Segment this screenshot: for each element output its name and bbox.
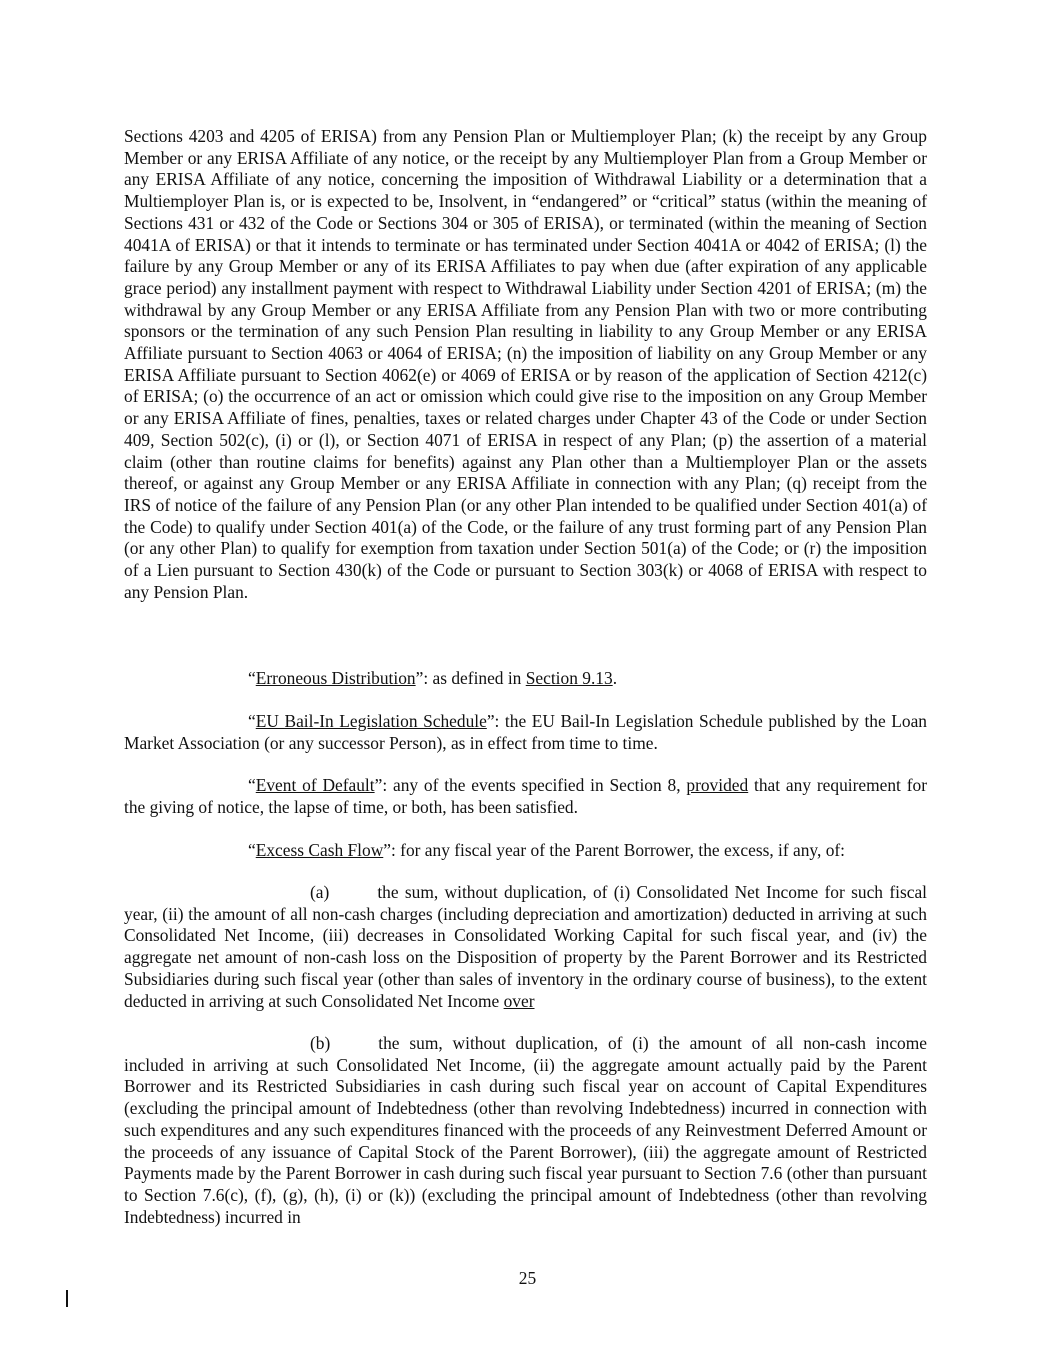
page-number: 25 — [518, 1268, 537, 1288]
clause-text: the sum, without duplication, of (i) Consolidated Net Income for such fiscal year, (ii) the amount of all non-cash charges (including depreciation and amortization) deducted in arriving at such Consolidated Net Income, (iii) decreases in Consolidated Working Capital for such fiscal year, and (iv) the aggregate net amount of non-cash loss on the Disposition of property by the Parent Borrower and its Restricted Subsidiaries during such fiscal year (other than sales of inventory in the ordinary course of business), to the extent deducted in arriving at such Consolidated Net Income — [124, 882, 927, 1011]
proviso-word: provided — [686, 775, 749, 795]
open-quote: “ — [248, 668, 256, 688]
definition-end: . — [612, 668, 618, 688]
open-quote: “ — [248, 711, 256, 731]
clause-b — [124, 1033, 927, 1228]
definition-text: ”: for any fiscal year of the Parent Borrower, the excess, if any, of: — [383, 840, 846, 860]
definition-text: ”: as defined in — [415, 668, 526, 688]
clause-trailing-word: over — [503, 990, 535, 1011]
defined-term: EU Bail-In Legislation Schedule — [255, 711, 487, 731]
revision-margin-bar — [66, 1290, 68, 1307]
definition-text-continued: that any requirement for the giving of notice, the lapse of time, or both, has been satisfied. — [124, 775, 927, 817]
definition-eu-bail-in-legislation-schedule — [124, 711, 927, 754]
clause-a — [124, 882, 927, 1012]
definition-excess-cash-flow — [124, 840, 927, 862]
definition-event-of-default — [124, 775, 927, 818]
definition-text: ”: any of the events specified in Section 8, — [374, 775, 687, 795]
definition-text: ”: the EU Bail-In Legislation Schedule published by the Loan Market Association (or any successor Person), as in effect from time to time. — [124, 711, 927, 753]
clause-label: (a) — [310, 882, 330, 902]
open-quote: “ — [248, 775, 256, 795]
clause-label: (b) — [310, 1033, 331, 1053]
defined-term: Event of Default — [255, 775, 375, 795]
section-reference: Section 9.13 — [525, 668, 613, 688]
open-quote: “ — [248, 840, 256, 860]
definition-erroneous-distribution — [124, 668, 927, 690]
clause-text: the sum, without duplication, of (i) the amount of all non-cash income included in arriving at such Consolidated Net Income, (ii) the aggregate amount actually paid by the Parent Borrower and its Restricted Subsidiaries in cash during such fiscal year on account of Capital Expenditures (excluding the principal amount of Indebtedness (other than revolving Indebtedness) incurred in connection with such expenditures and any such expenditures financed with the proceeds of any Reinvestment Deferred Amount or the proceeds of any issuance of Capital Stock of the Parent Borrower), (iii) the aggregate amount of Restricted Payments made by the Parent Borrower in cash during such fiscal year pursuant to Section 7.6 (other than pursuant to Section 7.6(c), (f), (g), (h), (i) or (k)) (excluding the principal amount of Indebtedness (other than revolving Indebtedness) incurred in — [124, 1033, 927, 1227]
defined-term: Erroneous Distribution — [255, 668, 416, 688]
continuation-paragraph: Sections 4203 and 4205 of ERISA) from any Pension Plan or Multiemployer Plan; (k) the receipt by any Group Member or any ERISA Affiliate of any notice, or the receipt by any Multiemployer Plan from a Group Member or any ERISA Affiliate of any notice, concerning the imposition of Withdrawal Liability or a determination that a Multiemployer Plan is, or is expected to be, Insolvent, in “endangered” or “critical” status (within the meaning of Sections 431 or 432 of the Code or Sections 304 or 305 of ERISA), or terminated (within the meaning of Section 4041A of ERISA) or that it intends to terminate or has terminated under Section 4041A or 4042 of ERISA; (l) the failure by any Group Member or any of its ERISA Affiliates to pay when due (after expiration of any applicable grace period) any installment payment with respect to Withdrawal Liability under Section 4201 of ERISA; (m) the withdrawal by any Group Member or any ERISA Affiliate from any Pension Plan with two or more contributing sponsors or the termination of any such Pension Plan resulting in liability to any Group Member or any ERISA Affiliate pursuant to Section 4063 or 4064 of ERISA; (n) the imposition of liability on any Group Member or any ERISA Affiliate pursuant to Section 4062(e) or 4069 of ERISA or by reason of the application of Section 4212(c) of ERISA; (o) the occurrence of an act or omission which could give rise to the imposition on any Group Member or any ERISA Affiliate of fines, penalties, taxes or related charges under Chapter 43 of the Code or under Section 409, Section 502(c), (i) or (l), or Section 4071 of ERISA in respect of any Plan; (p) the assertion of a material claim (other than routine claims for benefits) against any Plan other than a Multiemployer Plan or the assets thereof, or against any Group Member or any ERISA Affiliate in connection with any Plan; (q) receipt from the IRS of notice of the failure of any Pension Plan (or any other Plan intended to be qualified under Section 401(a) of the Code) to qualify under Section 401(a) of the Code, or the failure of any trust forming part of any Pension Plan (or any other Plan) to qualify for exemption from taxation under Section 501(a) of the Code; or (r) the imposition of a Lien pursuant to Section 430(k) of the Code or pursuant to Section 303(k) or 4068 of ERISA with respect to any Pension Plan. — [124, 126, 927, 602]
defined-term: Excess Cash Flow — [255, 840, 384, 860]
